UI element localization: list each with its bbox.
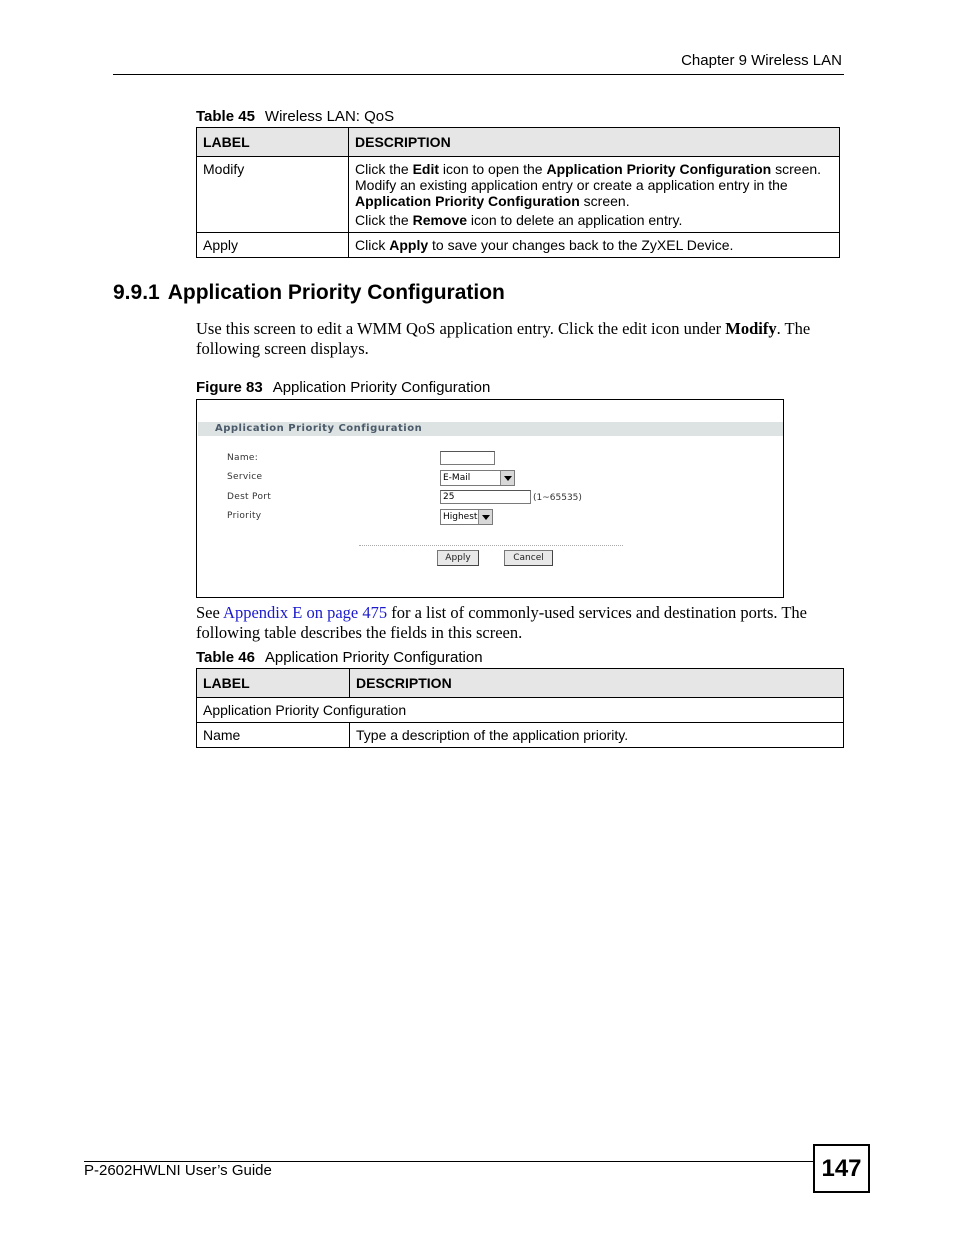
service-select[interactable] <box>440 470 515 486</box>
text-bold: Modify <box>725 319 777 338</box>
screen-title: Application Priority Configuration <box>215 423 423 434</box>
section-row-label: Application Priority Configuration <box>197 698 844 723</box>
table-46-label: Table 46 <box>196 649 255 666</box>
table-45-title: Wireless LAN: QoS <box>264 108 395 125</box>
text: icon to delete an application entry. <box>467 212 683 228</box>
guide-title: P-2602HWLNI User’s Guide <box>84 1162 272 1179</box>
row-description <box>349 233 840 258</box>
dest-port-range-hint: (1~65535) <box>533 493 582 503</box>
row-description <box>349 157 840 233</box>
chevron-down-icon[interactable] <box>478 510 492 524</box>
dest-port-label: Dest Port <box>227 492 272 502</box>
column-header-description: DESCRIPTION <box>350 669 844 698</box>
section-heading <box>113 281 505 305</box>
table-45 <box>196 127 840 258</box>
text-bold: Edit <box>412 161 440 177</box>
name-label: Name: <box>227 453 259 463</box>
column-header-label: LABEL <box>197 128 349 157</box>
text: screen. <box>579 193 630 209</box>
table-45-caption <box>196 108 394 125</box>
text-bold: Application Priority Configuration <box>546 161 772 177</box>
text: for a list of commonly-used services and destination ports. The following table describes the fields in this screen. <box>196 603 808 642</box>
figure-83-screenshot <box>196 399 784 598</box>
text-bold: Remove <box>412 212 468 228</box>
chapter-header: Chapter 9 Wireless LAN <box>681 52 842 69</box>
text: to save your changes back to the ZyXEL Device. <box>428 237 734 253</box>
intro-paragraph <box>196 319 838 359</box>
figure-83-caption <box>196 379 490 396</box>
dest-port-input[interactable]: 25 <box>440 490 531 504</box>
section-title: Application Priority Configuration <box>167 281 505 304</box>
table-45-label: Table 45 <box>196 108 255 125</box>
row-label: Apply <box>197 233 349 258</box>
text-bold: Application Priority Configuration <box>355 193 580 209</box>
table-row <box>197 723 844 748</box>
name-input[interactable] <box>440 451 495 465</box>
text: . The following screen displays. <box>196 319 811 358</box>
priority-selected-value: Highest <box>443 512 478 522</box>
text: See <box>196 603 224 622</box>
text: Use this screen to edit a WMM QoS application entry. Click the edit icon under <box>196 319 726 338</box>
section-number: 9.9.1 <box>113 281 160 304</box>
row-label: Name <box>197 723 350 748</box>
text: Click the <box>355 161 413 177</box>
table-46-caption <box>196 649 483 666</box>
table-46-title: Application Priority Configuration <box>264 649 483 666</box>
cancel-button[interactable]: Cancel <box>504 550 553 566</box>
text: Click <box>355 237 390 253</box>
see-paragraph <box>196 603 838 643</box>
table-row <box>197 157 840 233</box>
row-label: Modify <box>197 157 349 233</box>
text: Click the <box>355 212 413 228</box>
table-46 <box>196 668 844 748</box>
figure-83-label: Figure 83 <box>196 379 263 396</box>
priority-label: Priority <box>227 511 262 521</box>
table-header-row <box>197 669 844 698</box>
table-row <box>197 233 840 258</box>
table-header-row <box>197 128 840 157</box>
chevron-down-icon[interactable] <box>500 471 514 485</box>
appendix-link[interactable]: Appendix E on page 475 <box>223 603 388 622</box>
screen-title-bar <box>198 422 783 436</box>
row-description: Type a description of the application priority. <box>350 723 844 748</box>
figure-83-title: Application Priority Configuration <box>272 379 491 396</box>
text-bold: Apply <box>389 237 429 253</box>
text: icon to open the <box>439 161 547 177</box>
table-section-row <box>197 698 844 723</box>
column-header-label: LABEL <box>197 669 350 698</box>
header-rule <box>113 74 844 75</box>
divider <box>359 545 623 546</box>
page-number: 147 <box>813 1144 870 1193</box>
text: screen. Modify an existing application entry or create a application entry in the <box>355 161 822 193</box>
service-selected-value: E-Mail <box>443 473 471 483</box>
priority-select[interactable] <box>440 509 493 525</box>
service-label: Service <box>227 472 263 482</box>
column-header-description: DESCRIPTION <box>349 128 840 157</box>
apply-button[interactable]: Apply <box>437 550 479 566</box>
